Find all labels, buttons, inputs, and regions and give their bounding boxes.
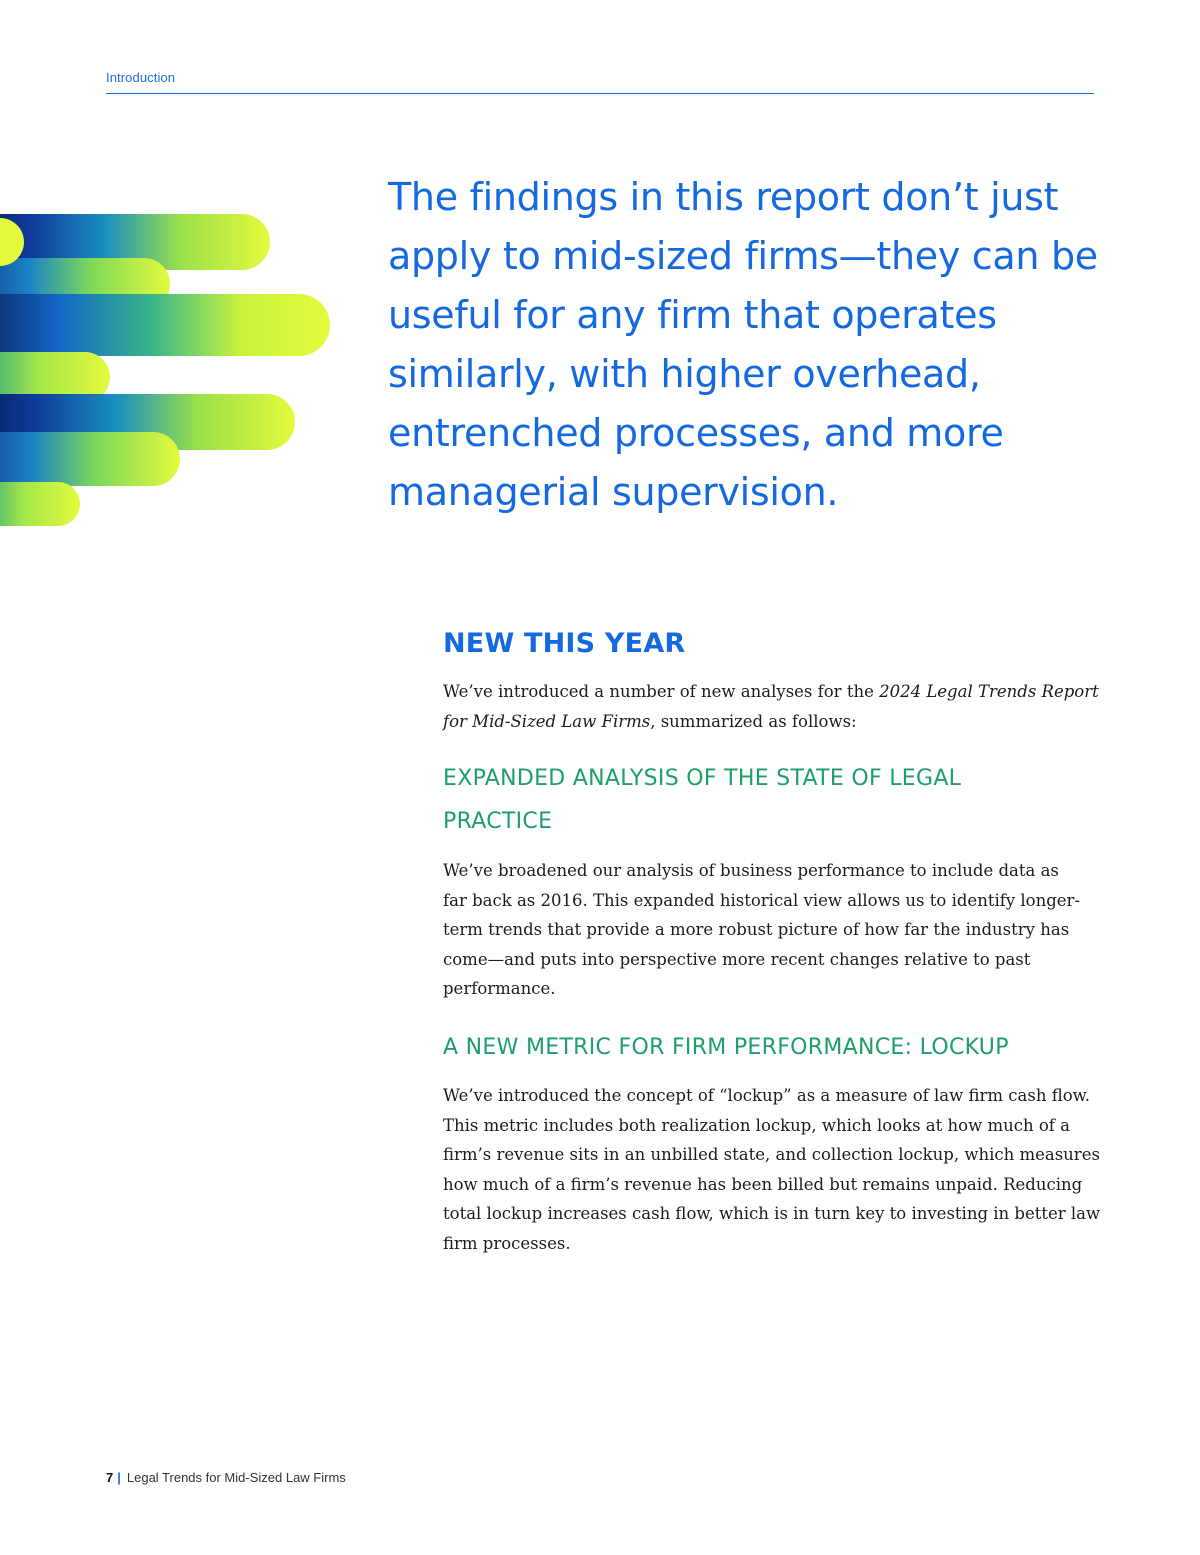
footer-report-title: Legal Trends for Mid-Sized Law Firms [126,1470,346,1485]
intro-text: We’ve introduced a number of new analyses for the [443,682,880,701]
section-label: Introduction [106,70,176,85]
paragraph-expanded-analysis: We’ve broadened our analysis of business performance to include data as far back as 2016. This expanded historical view allows us to identify longer-term trends that provide a more robust picture of how far the industry has come—and puts into perspective more recent changes relative to past performance. [443,861,1081,998]
intro-text-end: , summarized as follows: [650,711,857,731]
pull-quote: The findings in this report don’t just apply to mid-sized firms—they can be useful for any firm that operates similarly, with higher overhead, entrenched processes, and more managerial supervision. [388,175,1098,514]
subheading-lockup-metric: A NEW METRIC FOR FIRM PERFORMANCE: LOCKUP [443,1035,1009,1060]
paragraph-lockup-metric: We’ve introduced the concept of “lockup” as a measure of law firm cash flow. This metric includes both realization lockup, which looks at how much of a firm’s revenue sits in an unbilled state, and collection lockup, which measures how much of a firm’s revenue has been billed but remains unpaid. Reducing total lockup increases cash flow, which is in turn key to investing in better law firm processes. [443,1086,1101,1253]
footer-separator: | [117,1470,121,1485]
stripe [0,482,80,526]
header-divider [106,93,1094,94]
stripe [0,294,330,356]
subheading-expanded-analysis: EXPANDED ANALYSIS OF THE STATE OF LEGAL PRACTICE [443,766,962,834]
report-title-italic: 2024 Legal Trends Report for Mid-Sized Law Firms [443,682,1099,731]
section-title: NEW THIS YEAR [443,628,686,659]
intro-paragraph [443,677,1103,736]
decorative-stripes-graphic [0,200,340,540]
stripe [0,432,180,486]
page-number: 7 [106,1470,114,1485]
page-footer [106,1470,346,1485]
